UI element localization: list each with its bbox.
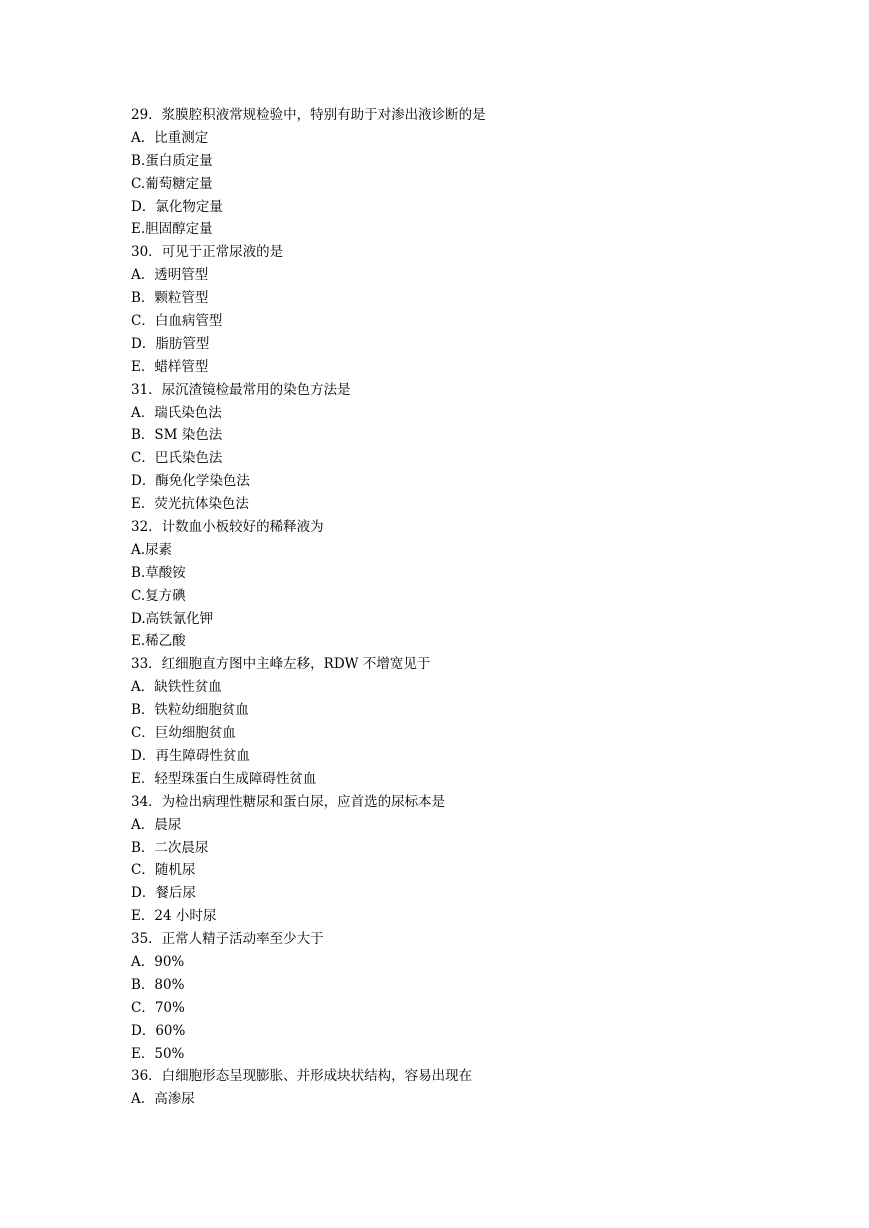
answer-option: A．高渗尿: [131, 1091, 195, 1108]
answer-option: B．SM 染色法: [131, 427, 223, 444]
answer-option: C.葡萄糖定量: [131, 175, 213, 192]
answer-option: A.尿素: [131, 541, 173, 558]
question-stem: 31．尿沉渣镜检最常用的染色方法是: [131, 381, 351, 398]
answer-option: D．再生障碍性贫血: [131, 747, 250, 764]
question-block: [131, 379, 771, 516]
answer-option: D.高铁氰化钾: [131, 610, 214, 627]
answer-option: E．荧光抗体染色法: [131, 496, 249, 513]
question-block: [131, 928, 771, 1065]
answer-option: B．铁粒幼细胞贫血: [131, 702, 249, 719]
answer-option: E．轻型珠蛋白生成障碍性贫血: [131, 770, 317, 787]
answer-option: E.稀乙酸: [131, 633, 186, 650]
question-block: [131, 1065, 771, 1111]
question-block: [131, 241, 771, 378]
answer-option: D．60%: [131, 1022, 186, 1039]
answer-option: B．二次晨尿: [131, 839, 209, 856]
question-stem: 34．为检出病理性糖尿和蛋白尿，应首选的尿标本是: [131, 793, 446, 810]
question-stem: 29．浆膜腔积液常规检验中，特别有助于对渗出液诊断的是: [131, 107, 486, 123]
answer-option: C．70%: [131, 999, 185, 1016]
answer-option: A．比重测定: [131, 129, 209, 146]
answer-option: E.胆固醇定量: [131, 221, 213, 238]
answer-option: D．餐后尿: [131, 885, 196, 902]
answer-option: A．缺铁性贫血: [131, 679, 222, 696]
answer-option: D．脂肪管型: [131, 335, 210, 352]
answer-option: D．氯化物定量: [131, 198, 223, 215]
answer-option: E．50%: [131, 1045, 185, 1062]
question-stem: 35．正常人精子活动率至少大于: [131, 931, 324, 948]
question-block: [131, 791, 771, 928]
question-stem: 33．红细胞直方图中主峰左移，RDW 不增宽见于: [131, 656, 431, 673]
question-stem: 36．白细胞形态呈现膨胀、并形成块状结构，容易出现在: [131, 1068, 473, 1085]
answer-option: C.复方碘: [131, 587, 186, 604]
answer-option: B．颗粒管型: [131, 290, 209, 307]
answer-option: A．90%: [131, 953, 185, 970]
answer-option: A．透明管型: [131, 267, 209, 284]
question-stem: 30．可见于正常尿液的是: [131, 244, 284, 261]
answer-option: C．随机尿: [131, 862, 196, 879]
answer-option: C．巨幼细胞贫血: [131, 725, 236, 742]
answer-option: C．白血病管型: [131, 313, 223, 330]
question-block: [131, 516, 771, 653]
document-body: [131, 104, 771, 1111]
answer-option: D．酶免化学染色法: [131, 473, 250, 490]
question-stem: 32．计数血小板较好的稀释液为: [131, 519, 324, 536]
answer-option: B.草酸铵: [131, 564, 186, 581]
answer-option: E．蜡样管型: [131, 358, 209, 375]
answer-option: E．24 小时尿: [131, 908, 217, 925]
answer-option: B.蛋白质定量: [131, 152, 213, 169]
answer-option: A．瑞氏染色法: [131, 404, 222, 421]
question-block: [131, 653, 771, 790]
question-block: [131, 104, 771, 241]
answer-option: A．晨尿: [131, 816, 182, 833]
answer-option: B．80%: [131, 976, 185, 993]
answer-option: C．巴氏染色法: [131, 450, 223, 467]
